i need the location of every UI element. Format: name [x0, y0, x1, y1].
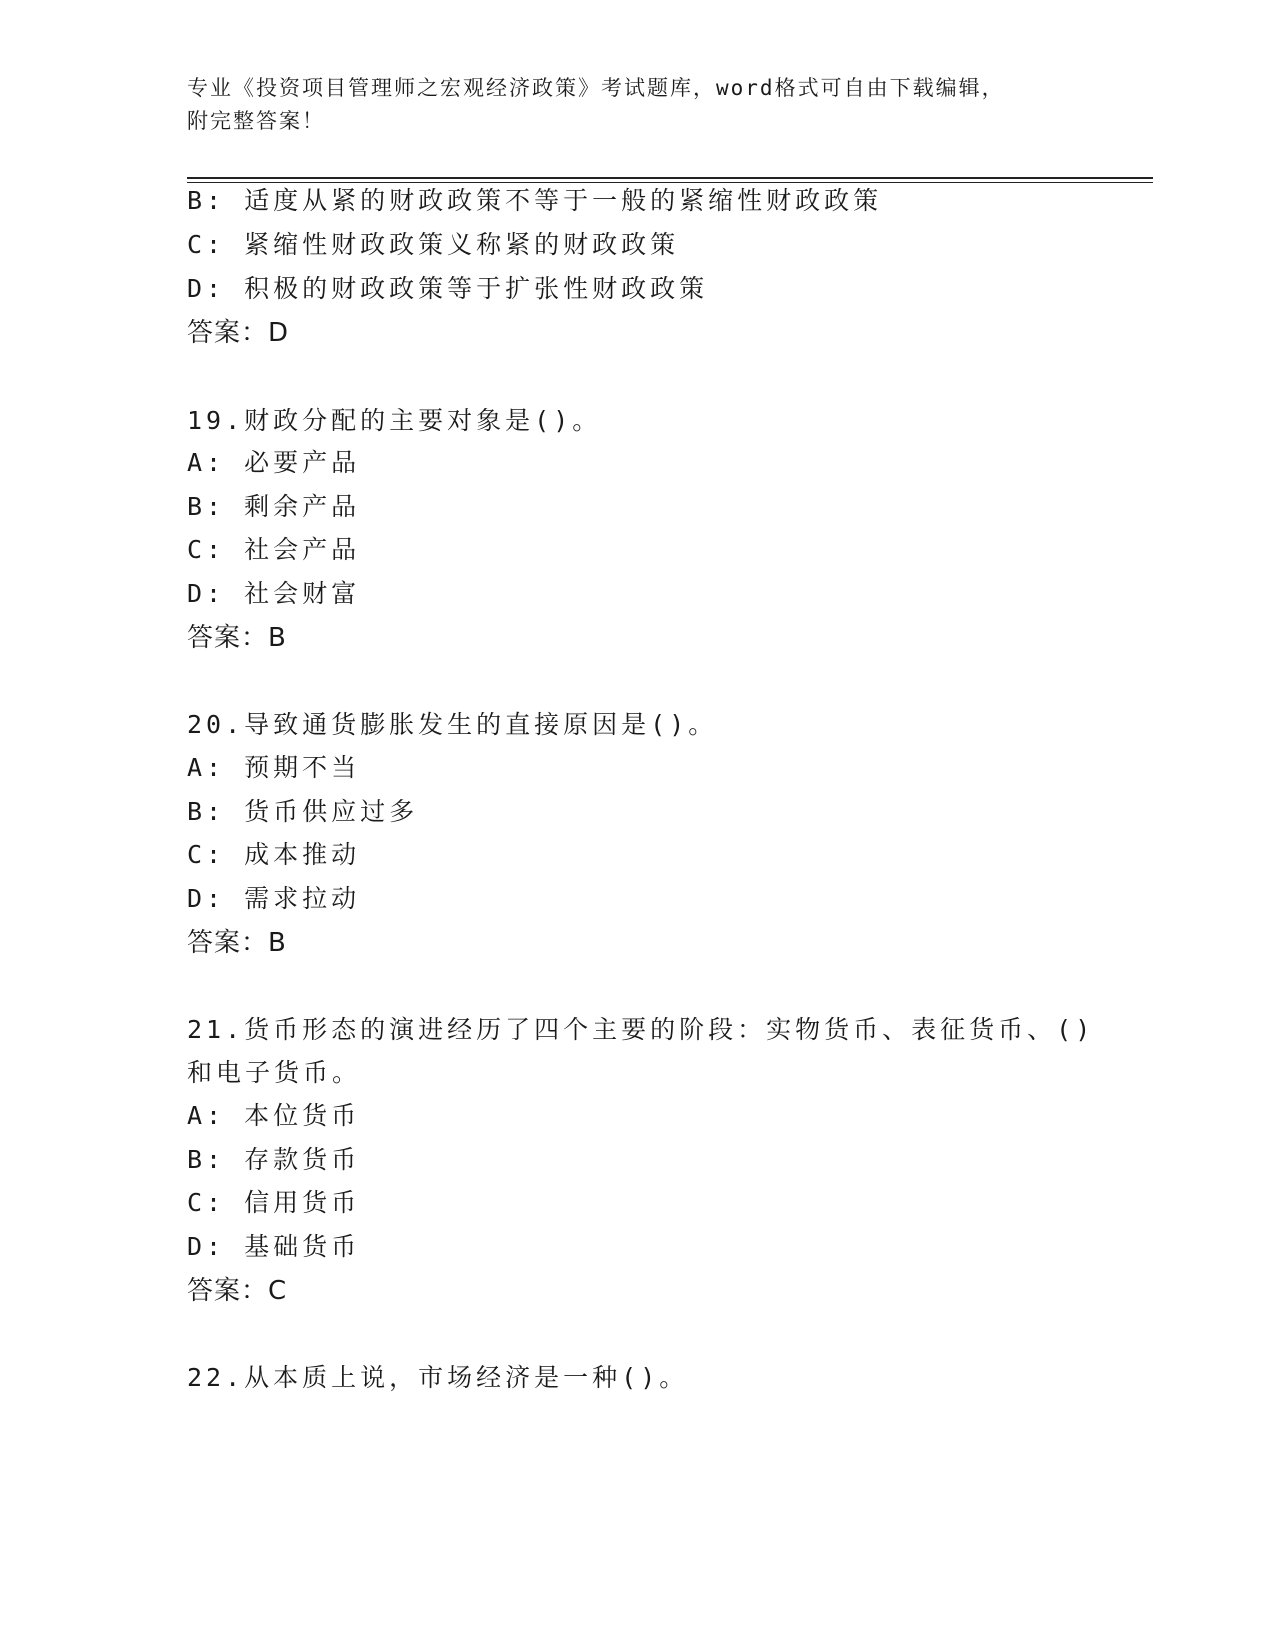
q18-option-d: D: 积极的财政政策等于扩张性财政政策	[187, 274, 709, 303]
q21-answer: 答案：C	[187, 1276, 288, 1306]
header-line-1: 专业《投资项目管理师之宏观经济政策》考试题库，word格式可自由下载编辑，	[187, 76, 1005, 100]
q20-option-a: A: 预期不当	[187, 753, 361, 782]
q19-option-a: A: 必要产品	[187, 448, 361, 477]
header-divider-thick	[187, 177, 1153, 179]
q20-option-c: C: 成本推动	[187, 840, 361, 869]
q22-stem: 22.从本质上说，市场经济是一种()。	[187, 1363, 689, 1392]
header-line-2: 附完整答案！	[187, 109, 325, 133]
q21-stem-line-2: 和电子货币。	[187, 1058, 362, 1087]
q21-option-a: A: 本位货币	[187, 1101, 361, 1130]
q19-stem: 19.财政分配的主要对象是()。	[187, 406, 602, 435]
q19-option-b: B: 剩余产品	[187, 492, 361, 521]
q18-answer: 答案：D	[187, 318, 290, 348]
q20-option-d: D: 需求拉动	[187, 884, 361, 913]
q19-answer: 答案：B	[187, 623, 287, 653]
q21-stem-line-1: 21.货币形态的演进经历了四个主要的阶段：实物货币、表征货币、()	[187, 1015, 1095, 1044]
q21-option-b: B: 存款货币	[187, 1145, 361, 1174]
q21-option-c: C: 信用货币	[187, 1188, 361, 1217]
q18-option-c: C: 紧缩性财政政策义称紧的财政政策	[187, 230, 680, 259]
q20-answer: 答案：B	[187, 928, 287, 958]
document-header	[187, 72, 1087, 138]
q19-option-d: D: 社会财富	[187, 579, 361, 608]
q18-option-b: B: 适度从紧的财政政策不等于一般的紧缩性财政政策	[187, 186, 883, 215]
q19-option-c: C: 社会产品	[187, 535, 361, 564]
header-divider-thin	[187, 182, 1153, 183]
q20-option-b: B: 货币供应过多	[187, 797, 419, 826]
q21-option-d: D: 基础货币	[187, 1232, 361, 1261]
q20-stem: 20.导致通货膨胀发生的直接原因是()。	[187, 710, 718, 739]
